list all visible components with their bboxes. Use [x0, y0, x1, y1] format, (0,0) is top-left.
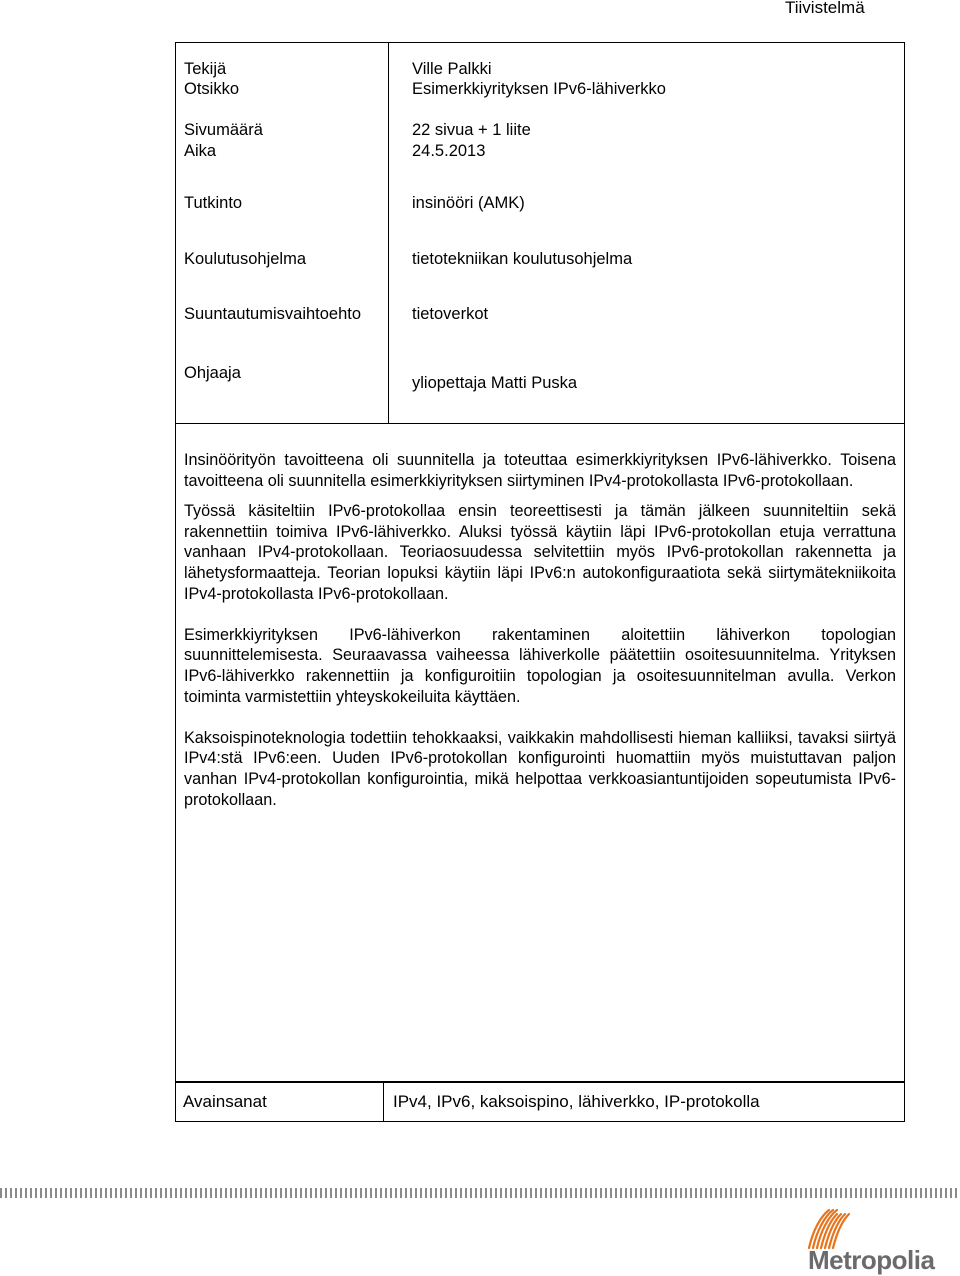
date-value: 24.5.2013 [412, 142, 486, 160]
metropolia-logo-text: Metropolia [808, 1245, 935, 1275]
supervisor-label: Ohjaaja [184, 364, 241, 382]
abstract-text [184, 450, 896, 831]
title-value: Esimerkkiyrityksen IPv6-lähiverkko [412, 80, 666, 98]
abstract-paragraph-4: Kaksoispinoteknologia todettiin tehokkaaksi, vaikkakin mahdollisesti hieman kalliiksi, tavaksi siirtyä IPv4:stä IPv6:een. Uuden IPv6-protokollan konfigurointi huomattiin myös muistuttavan paljon vanhan IPv4-protokollan konfigurointia, mikä helpottaa verkkoasiantuntijoiden sopeutumista IPv6-protokollaan. [184, 728, 896, 809]
specialisation-value: tietoverkot [412, 305, 489, 323]
pages-value: 22 sivua + 1 liite [412, 121, 531, 139]
degree-value: insinööri (AMK) [412, 194, 525, 212]
programme-value: tietotekniikan koulutusohjelma [412, 250, 633, 268]
title-label: Otsikko [184, 80, 240, 98]
programme-label: Koulutusohjelma [184, 250, 306, 268]
abstract-paragraph-3: Esimerkkiyrityksen IPv6-lähiverkon rakentaminen aloitettiin lähiverkon topologian suunnittelemisesta. Seuraavassa vaiheessa lähiverkolle päätettiin osoitesuunnitelma. Yrityksen IPv6-lähiverkko rakennettiin ja konfiguroitiin topologian ja osoitesuunnitelman avulla. Verkon toiminta varmistettiin yhteyskokeiluita käyttäen. [184, 625, 896, 706]
keywords-label: Avainsanat [183, 1092, 267, 1111]
specialisation-label: Suuntautumisvaihtoehto [184, 305, 362, 323]
author-value: Ville Palkki [412, 60, 492, 78]
abstract-paragraph-1: Insinöörityön tavoitteena oli suunnitella ja toteuttaa esimerkkiyrityksen IPv6-lähiverkko. Toisena tavoitteena oli suunnitella esimerkkiyrityksen siirtyminen IPv4-protokollasta IPv6-protokollaan. [184, 451, 896, 490]
column-divider [388, 43, 389, 423]
supervisor-value: yliopettaja Matti Puska [412, 374, 578, 392]
degree-label: Tutkinto [184, 194, 243, 212]
pages-label: Sivumäärä [184, 121, 263, 139]
column-divider [383, 1083, 384, 1121]
keywords-value: IPv4, IPv6, kaksoispino, lähiverkko, IP-protokolla [393, 1092, 760, 1111]
footer-dotted-bar [0, 1188, 960, 1198]
document-type-title: Tiivistelmä [785, 0, 865, 17]
abstract-section [175, 422, 905, 1082]
author-label: Tekijä [184, 60, 227, 78]
date-label: Aika [184, 142, 217, 160]
info-table [175, 42, 905, 424]
abstract-paragraph-2: Työssä käsiteltiin IPv6-protokollaa ensin teoreettisesti ja tämän jälkeen suunniteltiin sekä rakennettiin toimiva IPv6-lähiverkko. Aluksi työssä käytiin läpi IPv6-protokollan etuja verrattuna vanhaan IPv4-protokollaan. Teoriaosuudessa selvitettiin myös IPv6-protokollan rakennetta ja lähetysformaatteja. Teorian lopuksi käytiin läpi IPv6:n autokonfiguraatiota sekä siirtymätekniikoita IPv4-protokollasta IPv6-protokollaan. [184, 502, 896, 603]
keywords-row [175, 1082, 905, 1122]
